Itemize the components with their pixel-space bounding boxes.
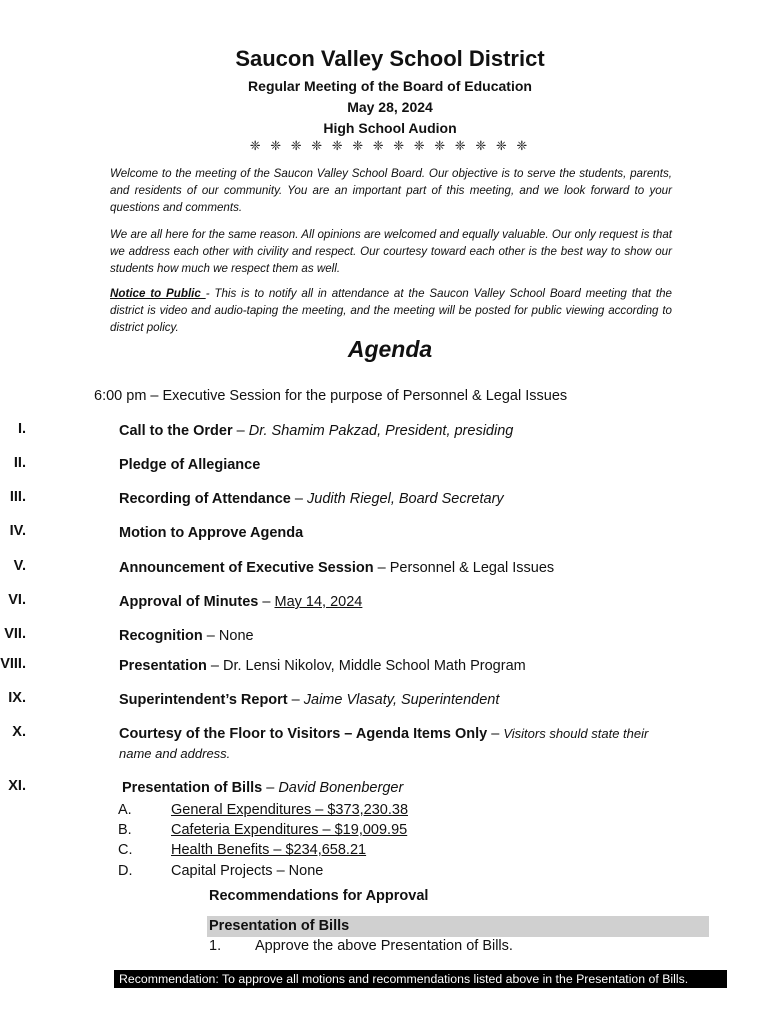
- notice-paragraph: [110, 285, 672, 336]
- meeting-date: May 28, 2024: [347, 99, 433, 115]
- item-separator: –: [232, 423, 249, 439]
- bill-link[interactable]: General Expenditures – $373,230.38: [171, 802, 409, 818]
- approval-number: 1.: [209, 938, 222, 954]
- meeting-location: High School Audion: [323, 120, 457, 136]
- item-title: Presentation of Bills: [122, 780, 263, 796]
- item-detail: Visitors should state their name and address.: [119, 726, 649, 761]
- notice-text: - This is to notify all in attendance at the Saucon Valley School Board meeting that the district is video and audio-taping the meeting, and the meeting will be posted for public viewing according to district policy.: [110, 287, 672, 334]
- recommendation-bar: [114, 970, 727, 988]
- item-separator: –: [202, 628, 219, 644]
- item-number: XI.: [8, 778, 26, 794]
- item-separator: –: [262, 780, 279, 796]
- agenda-heading: Agenda: [347, 336, 433, 362]
- item-title: Call to the Order: [119, 423, 233, 439]
- item-title: Announcement of Executive Session: [119, 560, 374, 576]
- item-detail: Jaime Vlasaty, Superintendent: [303, 692, 500, 708]
- item-separator: –: [487, 726, 504, 742]
- welcome-paragraph: Welcome to the meeting of the Saucon Valley School Board. Our objective is to serve the students, parents, and residents of our community. You are an important part of this meeting, and we look forward to your questions and comments.: [110, 167, 672, 214]
- item-detail: Personnel & Legal Issues: [389, 560, 555, 576]
- recommendation-text: Recommendation: To approve all motions and recommendations listed above in the Presentation of Bills.: [119, 972, 689, 986]
- item-detail: None: [218, 628, 254, 644]
- star-divider: ❈ ❈ ❈ ❈ ❈ ❈ ❈ ❈ ❈ ❈ ❈ ❈ ❈ ❈: [249, 138, 531, 153]
- recommendations-heading: Recommendations for Approval: [209, 888, 429, 904]
- item-number: I.: [17, 421, 26, 437]
- section-title-bar: [207, 916, 709, 937]
- district-title: Saucon Valley School District: [235, 46, 545, 71]
- item-number: X.: [12, 724, 26, 740]
- bill-text: Capital Projects – None: [171, 863, 324, 879]
- item-number: IV.: [9, 523, 26, 539]
- item-title: Presentation: [119, 658, 207, 674]
- item-detail: Dr. Lensi Nikolov, Middle School Math Program: [222, 658, 526, 674]
- item-title: Superintendent’s Report: [119, 692, 288, 708]
- section-title: Presentation of Bills: [209, 918, 350, 934]
- executive-session-line: 6:00 pm – Executive Session for the purpose of Personnel & Legal Issues: [94, 388, 568, 404]
- item-detail: Dr. Shamim Pakzad, President, presiding: [248, 423, 514, 439]
- civility-paragraph: We are all here for the same reason. All opinions are welcomed and equally valuable. Our only request is that we address each other with civility and respect. Our courtesy toward each other is the best way to show our students how much we respect them as well.: [110, 228, 672, 275]
- item-number: VI.: [8, 592, 26, 608]
- bill-link[interactable]: Cafeteria Expenditures – $19,009.95: [171, 822, 408, 838]
- item-separator: –: [258, 594, 275, 610]
- item-number: VIII.: [0, 656, 26, 672]
- item-separator: –: [287, 692, 304, 708]
- item-title: Recognition: [119, 628, 203, 644]
- bill-letter: D.: [118, 863, 133, 879]
- item-number: VII.: [4, 626, 26, 642]
- item-title: Pledge of Allegiance: [119, 457, 261, 473]
- item-title: Motion to Approve Agenda: [119, 525, 304, 541]
- item-title: Recording of Attendance: [119, 491, 291, 507]
- bill-letter: C.: [118, 842, 133, 858]
- item-number: III.: [9, 489, 26, 505]
- meeting-subtitle: Regular Meeting of the Board of Education: [248, 78, 532, 94]
- item-separator: –: [373, 560, 390, 576]
- item-detail: Judith Riegel, Board Secretary: [307, 491, 504, 507]
- bill-link[interactable]: Health Benefits – $234,658.21: [171, 842, 367, 858]
- bill-letter: A.: [118, 802, 132, 818]
- item-title: Approval of Minutes: [119, 594, 259, 610]
- notice-label: Notice to Public: [110, 287, 206, 300]
- item-number: II.: [13, 455, 26, 471]
- item-title: Courtesy of the Floor to Visitors – Agenda Items Only: [119, 726, 488, 742]
- item-number: IX.: [8, 690, 26, 706]
- item-number: V.: [13, 558, 26, 574]
- bill-letter: B.: [118, 822, 132, 838]
- item-separator: –: [206, 658, 223, 674]
- item-detail: David Bonenberger: [278, 780, 404, 796]
- minutes-link[interactable]: May 14, 2024: [274, 594, 363, 610]
- approval-text: Approve the above Presentation of Bills.: [255, 938, 513, 954]
- item-separator: –: [290, 491, 307, 507]
